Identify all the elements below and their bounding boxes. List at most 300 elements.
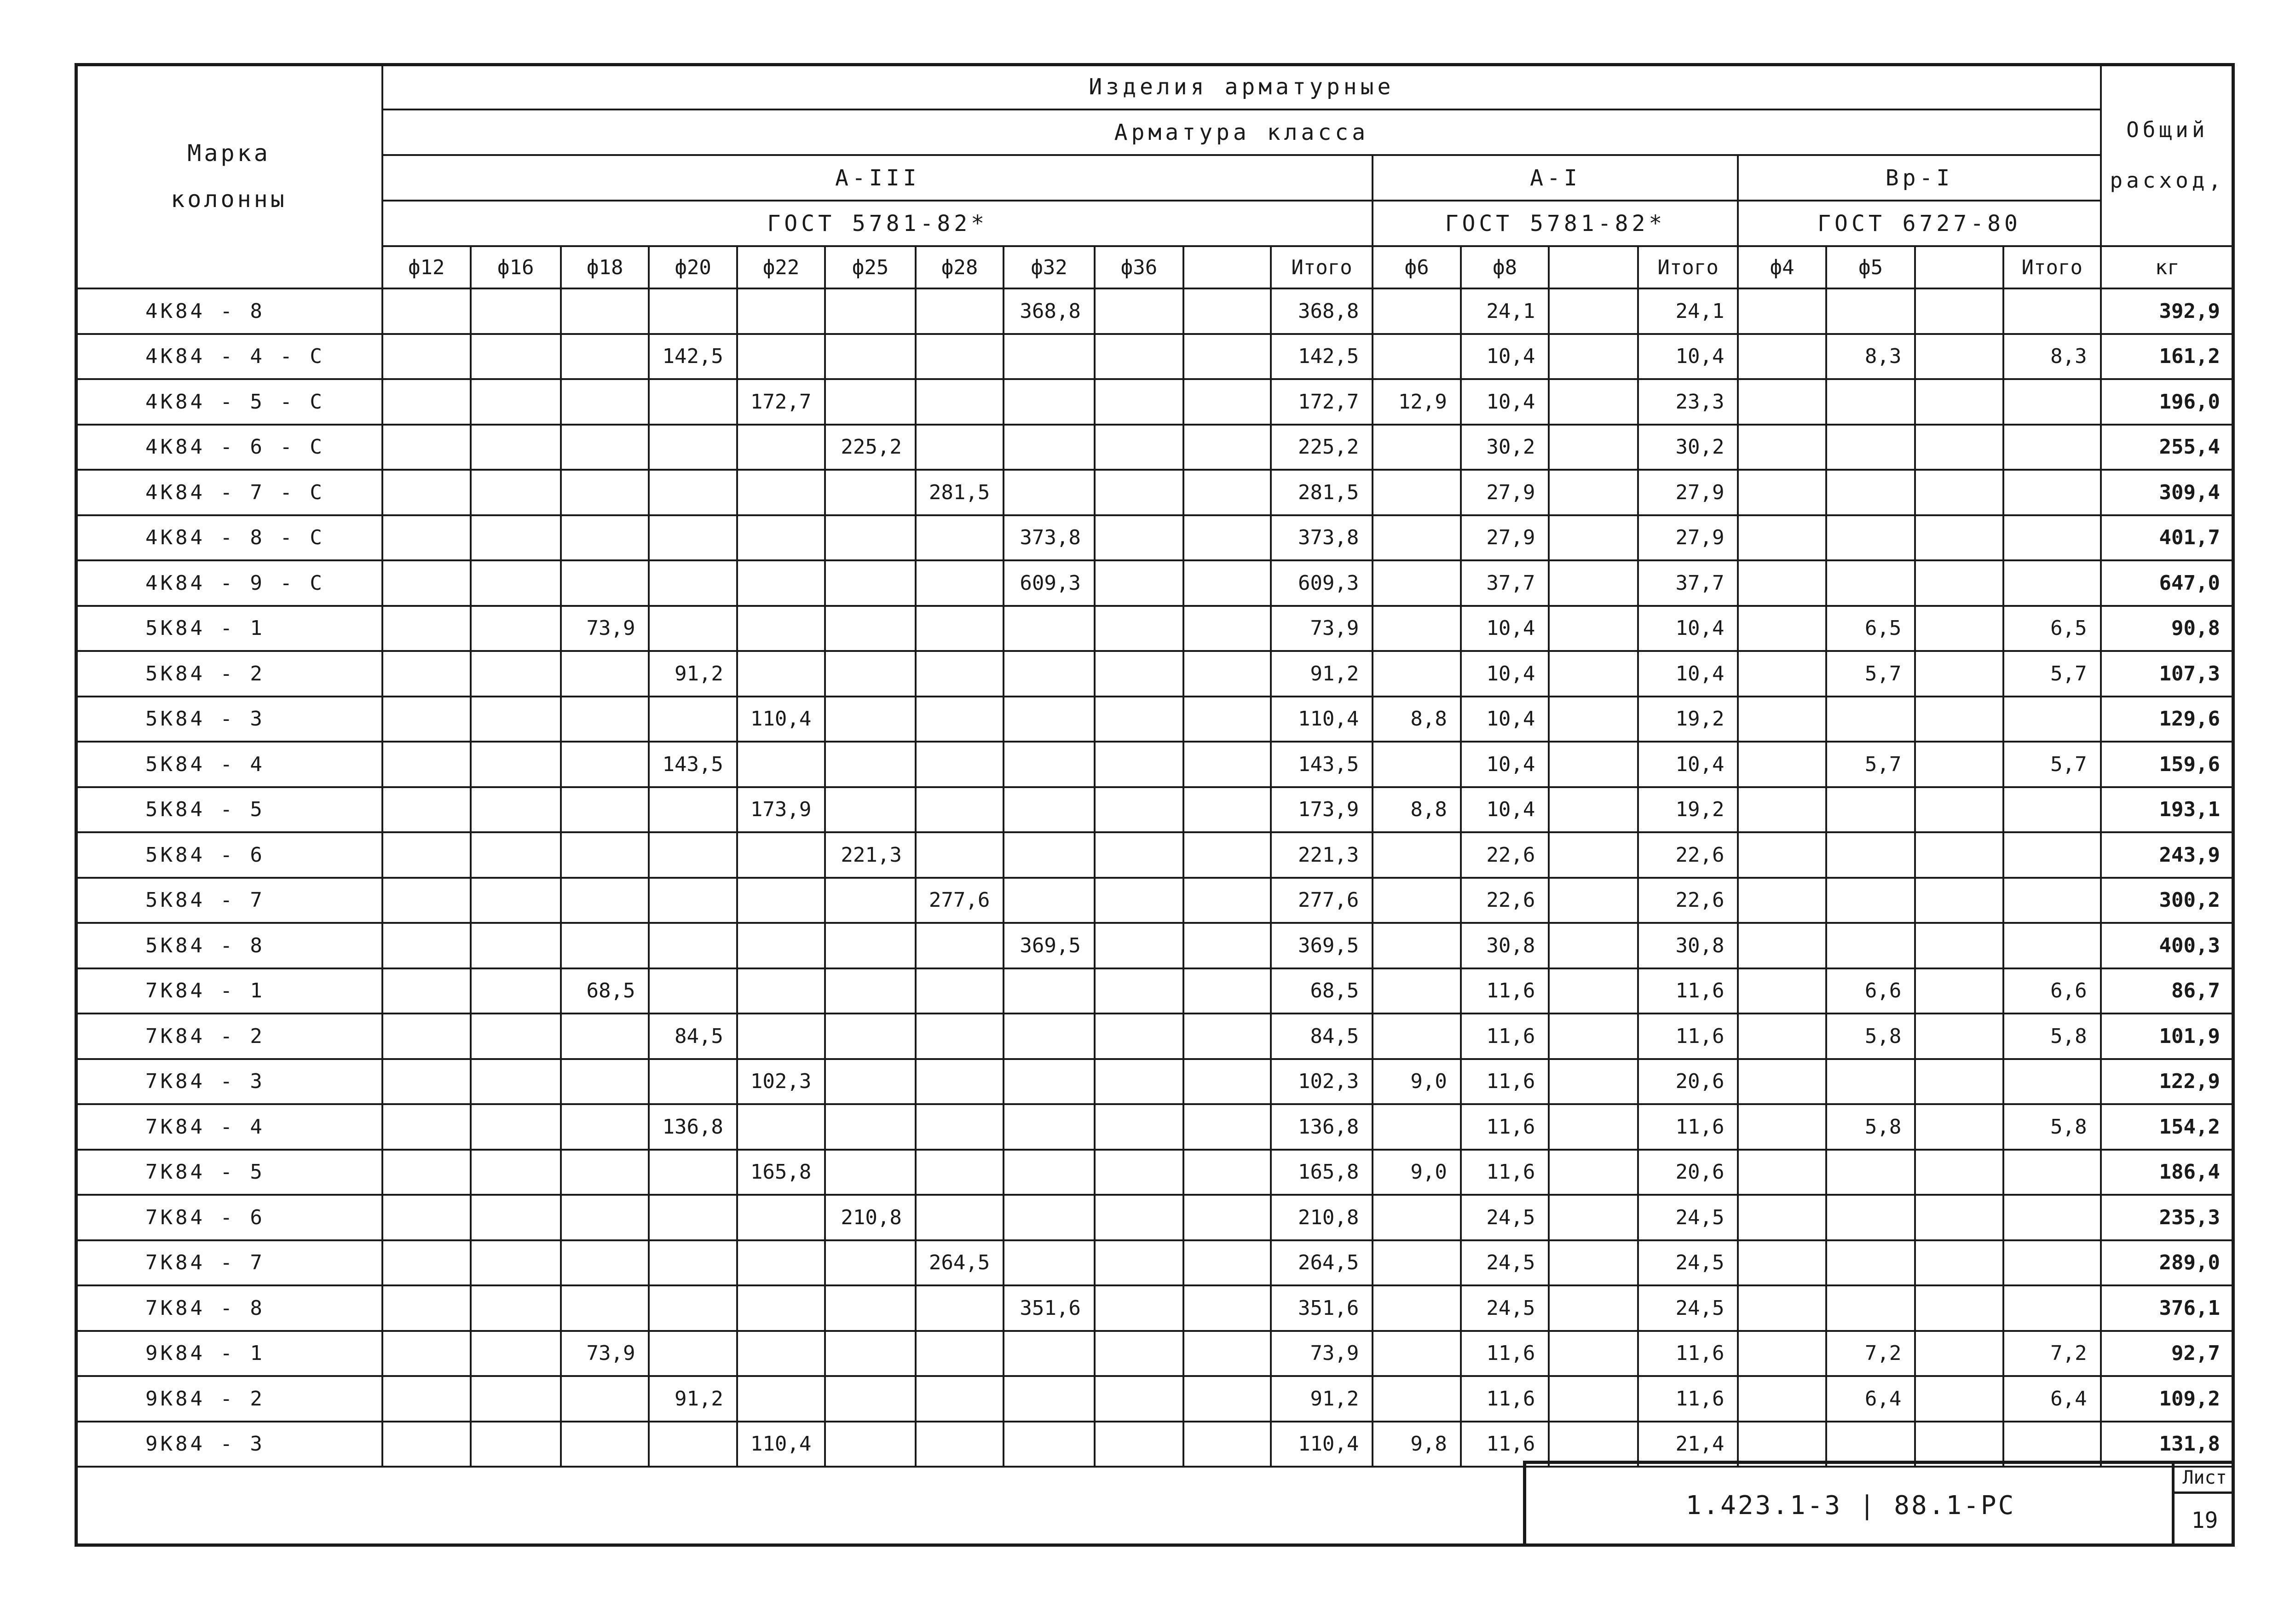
value-cell bbox=[1549, 1014, 1638, 1059]
value-cell bbox=[1183, 425, 1270, 470]
column-mark: 5К84 - 4 bbox=[75, 742, 382, 787]
value-cell: 24,5 bbox=[1638, 1195, 1738, 1240]
diameter-header: ф8 bbox=[1461, 246, 1549, 288]
value-cell bbox=[1095, 1059, 1183, 1105]
value-cell bbox=[1915, 923, 2003, 968]
value-cell bbox=[649, 787, 737, 833]
value-cell bbox=[471, 379, 561, 425]
value-cell bbox=[561, 515, 649, 561]
value-cell: 102,3 bbox=[1271, 1059, 1373, 1105]
value-cell bbox=[471, 651, 561, 697]
total-cell: 159,6 bbox=[2101, 742, 2234, 787]
value-cell: 11,6 bbox=[1461, 968, 1549, 1014]
value-cell bbox=[1095, 787, 1183, 833]
gost-vr1: ГОСТ 6727-80 bbox=[1738, 201, 2100, 246]
value-cell bbox=[1095, 1150, 1183, 1195]
value-cell bbox=[737, 1331, 825, 1376]
value-cell bbox=[649, 515, 737, 561]
value-cell bbox=[1183, 1331, 1270, 1376]
value-cell: 91,2 bbox=[649, 1376, 737, 1422]
value-cell: 9,0 bbox=[1373, 1059, 1460, 1105]
value-cell bbox=[1183, 1195, 1270, 1240]
value-cell bbox=[2003, 1150, 2101, 1195]
value-cell bbox=[1549, 968, 1638, 1014]
value-cell bbox=[649, 1331, 737, 1376]
value-cell bbox=[2003, 878, 2101, 923]
value-cell bbox=[1915, 1104, 2003, 1150]
value-cell bbox=[1549, 1285, 1638, 1331]
value-cell bbox=[471, 606, 561, 651]
value-cell bbox=[561, 1376, 649, 1422]
value-cell bbox=[382, 1195, 470, 1240]
class-vr1: Вр-I bbox=[1738, 155, 2100, 201]
value-cell bbox=[471, 697, 561, 742]
value-cell bbox=[561, 1104, 649, 1150]
value-cell: 11,6 bbox=[1461, 1331, 1549, 1376]
value-cell bbox=[471, 968, 561, 1014]
value-cell bbox=[825, 1376, 915, 1422]
value-cell bbox=[2003, 923, 2101, 968]
value-cell bbox=[1373, 425, 1460, 470]
table-row bbox=[75, 1150, 2234, 1195]
value-cell bbox=[561, 923, 649, 968]
value-cell bbox=[1095, 470, 1183, 515]
value-cell bbox=[1183, 787, 1270, 833]
table-row bbox=[75, 1195, 2234, 1240]
value-cell bbox=[825, 1150, 915, 1195]
column-mark: 5К84 - 8 bbox=[75, 923, 382, 968]
value-cell: 210,8 bbox=[1271, 1195, 1373, 1240]
value-cell: 11,6 bbox=[1461, 1150, 1549, 1195]
value-cell bbox=[1738, 1376, 1826, 1422]
value-cell bbox=[916, 425, 1004, 470]
value-cell bbox=[561, 1014, 649, 1059]
value-cell bbox=[916, 1422, 1004, 1467]
value-cell: 5,7 bbox=[2003, 742, 2101, 787]
value-cell bbox=[1183, 1422, 1270, 1467]
value-cell bbox=[2003, 697, 2101, 742]
value-cell bbox=[471, 923, 561, 968]
mark-label-line1: Марка bbox=[187, 140, 271, 167]
value-cell bbox=[1738, 1104, 1826, 1150]
value-cell bbox=[471, 425, 561, 470]
value-cell bbox=[1004, 697, 1095, 742]
value-cell: 11,6 bbox=[1461, 1104, 1549, 1150]
value-cell bbox=[1826, 1240, 1915, 1286]
value-cell bbox=[2003, 425, 2101, 470]
value-cell bbox=[825, 1422, 915, 1467]
diameter-header: ф22 bbox=[737, 246, 825, 288]
value-cell: 136,8 bbox=[1271, 1104, 1373, 1150]
value-cell: 5,7 bbox=[1826, 651, 1915, 697]
value-cell bbox=[561, 1059, 649, 1105]
value-cell bbox=[471, 1331, 561, 1376]
value-cell bbox=[1826, 379, 1915, 425]
value-cell bbox=[1549, 334, 1638, 380]
value-cell bbox=[825, 560, 915, 606]
value-cell: 19,2 bbox=[1638, 787, 1738, 833]
value-cell bbox=[1549, 560, 1638, 606]
value-cell bbox=[737, 560, 825, 606]
value-cell bbox=[1915, 968, 2003, 1014]
value-cell bbox=[382, 560, 470, 606]
table-row bbox=[75, 1285, 2234, 1331]
value-cell bbox=[1373, 334, 1460, 380]
total-cell: 196,0 bbox=[2101, 379, 2234, 425]
sheet-label: Лист bbox=[2175, 1464, 2235, 1494]
value-cell bbox=[916, 560, 1004, 606]
value-cell bbox=[916, 1104, 1004, 1150]
value-cell bbox=[471, 515, 561, 561]
value-cell bbox=[1915, 1376, 2003, 1422]
column-mark: 4К84 - 7 - С bbox=[75, 470, 382, 515]
value-cell: 11,6 bbox=[1638, 1014, 1738, 1059]
value-cell bbox=[2003, 1195, 2101, 1240]
value-cell: 102,3 bbox=[737, 1059, 825, 1105]
value-cell bbox=[649, 470, 737, 515]
value-cell: 27,9 bbox=[1461, 470, 1549, 515]
diameter-header: ф18 bbox=[561, 246, 649, 288]
value-cell bbox=[1183, 470, 1270, 515]
value-cell: 10,4 bbox=[1461, 379, 1549, 425]
value-cell bbox=[561, 832, 649, 878]
value-cell bbox=[737, 651, 825, 697]
value-cell: 9,8 bbox=[1373, 1422, 1460, 1467]
value-cell bbox=[649, 1195, 737, 1240]
value-cell bbox=[649, 968, 737, 1014]
value-cell bbox=[1373, 968, 1460, 1014]
value-cell: 172,7 bbox=[737, 379, 825, 425]
value-cell bbox=[916, 651, 1004, 697]
value-cell bbox=[382, 1285, 470, 1331]
value-cell: 37,7 bbox=[1638, 560, 1738, 606]
value-cell bbox=[382, 1376, 470, 1422]
table-row bbox=[75, 1422, 2234, 1467]
value-cell bbox=[561, 288, 649, 334]
value-cell: 11,6 bbox=[1638, 1331, 1738, 1376]
column-mark: 5К84 - 5 bbox=[75, 787, 382, 833]
table-body bbox=[75, 288, 2234, 1467]
value-cell bbox=[649, 878, 737, 923]
column-mark: 5К84 - 1 bbox=[75, 606, 382, 651]
value-cell bbox=[1826, 787, 1915, 833]
value-cell bbox=[1915, 1240, 2003, 1286]
value-cell: 27,9 bbox=[1638, 515, 1738, 561]
value-cell bbox=[1549, 1376, 1638, 1422]
value-cell bbox=[1915, 742, 2003, 787]
value-cell bbox=[1095, 515, 1183, 561]
value-cell bbox=[1373, 1104, 1460, 1150]
value-cell bbox=[1738, 470, 1826, 515]
value-cell bbox=[1095, 379, 1183, 425]
value-cell bbox=[1095, 560, 1183, 606]
value-cell bbox=[916, 1285, 1004, 1331]
value-cell: 8,8 bbox=[1373, 697, 1460, 742]
value-cell bbox=[1183, 1014, 1270, 1059]
value-cell: 172,7 bbox=[1271, 379, 1373, 425]
column-mark: 4К84 - 8 - С bbox=[75, 515, 382, 561]
value-cell bbox=[1549, 878, 1638, 923]
value-cell bbox=[382, 470, 470, 515]
value-cell bbox=[1915, 379, 2003, 425]
diameter-header bbox=[1915, 246, 2003, 288]
value-cell bbox=[1549, 1104, 1638, 1150]
value-cell bbox=[916, 1059, 1004, 1105]
column-mark: 5К84 - 6 bbox=[75, 832, 382, 878]
value-cell bbox=[1549, 379, 1638, 425]
value-cell bbox=[382, 1422, 470, 1467]
value-cell bbox=[471, 1240, 561, 1286]
value-cell bbox=[649, 1059, 737, 1105]
value-cell bbox=[1738, 651, 1826, 697]
value-cell: 143,5 bbox=[1271, 742, 1373, 787]
value-cell bbox=[2003, 470, 2101, 515]
value-cell bbox=[649, 697, 737, 742]
value-cell: 264,5 bbox=[1271, 1240, 1373, 1286]
value-cell bbox=[649, 1240, 737, 1286]
value-cell bbox=[382, 697, 470, 742]
value-cell bbox=[1373, 923, 1460, 968]
value-cell bbox=[1095, 742, 1183, 787]
diameter-header bbox=[1549, 246, 1638, 288]
total-cell: 193,1 bbox=[2101, 787, 2234, 833]
value-cell bbox=[1373, 832, 1460, 878]
value-cell: 10,4 bbox=[1461, 787, 1549, 833]
value-cell bbox=[649, 1285, 737, 1331]
value-cell bbox=[1004, 1195, 1095, 1240]
value-cell bbox=[561, 334, 649, 380]
value-cell: 5,8 bbox=[1826, 1104, 1915, 1150]
table-row bbox=[75, 787, 2234, 833]
value-cell bbox=[471, 560, 561, 606]
value-cell: 91,2 bbox=[1271, 651, 1373, 697]
value-cell bbox=[1095, 1285, 1183, 1331]
column-mark: 7К84 - 2 bbox=[75, 1014, 382, 1059]
value-cell bbox=[471, 1150, 561, 1195]
column-mark: 9К84 - 3 bbox=[75, 1422, 382, 1467]
table-row bbox=[75, 425, 2234, 470]
value-cell bbox=[1183, 742, 1270, 787]
diameter-header: ф4 bbox=[1738, 246, 1826, 288]
diameter-header: ф28 bbox=[916, 246, 1004, 288]
value-cell: 24,5 bbox=[1461, 1195, 1549, 1240]
value-cell: 9,0 bbox=[1373, 1150, 1460, 1195]
value-cell bbox=[1549, 1240, 1638, 1286]
total-cell: 90,8 bbox=[2101, 606, 2234, 651]
value-cell bbox=[916, 968, 1004, 1014]
value-cell bbox=[916, 923, 1004, 968]
value-cell bbox=[2003, 288, 2101, 334]
value-cell bbox=[1915, 288, 2003, 334]
column-mark: 7К84 - 1 bbox=[75, 968, 382, 1014]
value-cell bbox=[1095, 1331, 1183, 1376]
value-cell: 11,6 bbox=[1638, 1104, 1738, 1150]
diameter-header: ф16 bbox=[471, 246, 561, 288]
value-cell: 5,8 bbox=[2003, 1104, 2101, 1150]
value-cell: 24,1 bbox=[1638, 288, 1738, 334]
value-cell bbox=[1183, 1059, 1270, 1105]
value-cell: 609,3 bbox=[1271, 560, 1373, 606]
value-cell bbox=[737, 1014, 825, 1059]
value-cell bbox=[1738, 560, 1826, 606]
value-cell bbox=[1738, 1150, 1826, 1195]
value-cell bbox=[649, 1422, 737, 1467]
value-cell bbox=[1915, 470, 2003, 515]
column-mark: 7К84 - 7 bbox=[75, 1240, 382, 1286]
value-cell bbox=[649, 1150, 737, 1195]
value-cell bbox=[471, 1285, 561, 1331]
value-cell bbox=[1004, 1150, 1095, 1195]
value-cell bbox=[737, 334, 825, 380]
value-cell: 84,5 bbox=[649, 1014, 737, 1059]
value-cell: 143,5 bbox=[649, 742, 737, 787]
value-cell: 22,6 bbox=[1461, 878, 1549, 923]
value-cell bbox=[916, 1376, 1004, 1422]
value-cell: 10,4 bbox=[1461, 742, 1549, 787]
value-cell: 73,9 bbox=[1271, 1331, 1373, 1376]
value-cell bbox=[1738, 923, 1826, 968]
total-cell: 647,0 bbox=[2101, 560, 2234, 606]
total-cell: 131,8 bbox=[2101, 1422, 2234, 1467]
value-cell bbox=[1915, 787, 2003, 833]
value-cell: 277,6 bbox=[916, 878, 1004, 923]
value-cell bbox=[649, 425, 737, 470]
value-cell bbox=[471, 1014, 561, 1059]
value-cell: 277,6 bbox=[1271, 878, 1373, 923]
table-row bbox=[75, 968, 2234, 1014]
value-cell: 136,8 bbox=[649, 1104, 737, 1150]
value-cell bbox=[1826, 923, 1915, 968]
value-cell: 22,6 bbox=[1638, 832, 1738, 878]
value-cell bbox=[916, 832, 1004, 878]
value-cell bbox=[471, 1376, 561, 1422]
value-cell: 8,3 bbox=[1826, 334, 1915, 380]
value-cell bbox=[1549, 606, 1638, 651]
value-cell bbox=[1915, 560, 2003, 606]
column-mark: 7К84 - 8 bbox=[75, 1285, 382, 1331]
value-cell bbox=[1373, 560, 1460, 606]
column-mark: 7К84 - 3 bbox=[75, 1059, 382, 1105]
value-cell bbox=[1738, 832, 1826, 878]
value-cell: 22,6 bbox=[1638, 878, 1738, 923]
value-cell bbox=[825, 742, 915, 787]
value-cell bbox=[737, 425, 825, 470]
value-cell bbox=[1095, 606, 1183, 651]
value-cell bbox=[1004, 1014, 1095, 1059]
value-cell bbox=[1095, 1422, 1183, 1467]
column-mark: 9К84 - 1 bbox=[75, 1331, 382, 1376]
table-row bbox=[75, 832, 2234, 878]
value-cell: 165,8 bbox=[737, 1150, 825, 1195]
sheet-number: 19 bbox=[2191, 1507, 2218, 1533]
value-cell bbox=[1915, 515, 2003, 561]
value-cell bbox=[1549, 1150, 1638, 1195]
value-cell bbox=[1738, 697, 1826, 742]
value-cell bbox=[916, 1195, 1004, 1240]
value-cell: 10,4 bbox=[1461, 651, 1549, 697]
value-cell bbox=[825, 1059, 915, 1105]
value-cell bbox=[1373, 1240, 1460, 1286]
total-cell: 161,2 bbox=[2101, 334, 2234, 380]
value-cell bbox=[1095, 1195, 1183, 1240]
value-cell bbox=[1915, 1014, 2003, 1059]
value-cell bbox=[561, 1150, 649, 1195]
value-cell bbox=[1915, 1195, 2003, 1240]
value-cell: 281,5 bbox=[1271, 470, 1373, 515]
table-row bbox=[75, 742, 2234, 787]
value-cell: 6,5 bbox=[2003, 606, 2101, 651]
value-cell bbox=[1915, 878, 2003, 923]
value-cell bbox=[1183, 515, 1270, 561]
value-cell bbox=[737, 1195, 825, 1240]
value-cell bbox=[825, 787, 915, 833]
value-cell bbox=[1738, 1195, 1826, 1240]
value-cell: 5,7 bbox=[2003, 651, 2101, 697]
value-cell bbox=[382, 923, 470, 968]
value-cell: 22,6 bbox=[1461, 832, 1549, 878]
value-cell bbox=[561, 697, 649, 742]
column-mark: 4К84 - 4 - С bbox=[75, 334, 382, 380]
value-cell bbox=[1826, 560, 1915, 606]
value-cell: 84,5 bbox=[1271, 1014, 1373, 1059]
value-cell: 24,1 bbox=[1461, 288, 1549, 334]
table-row bbox=[75, 697, 2234, 742]
value-cell bbox=[1004, 1059, 1095, 1105]
value-cell bbox=[1826, 697, 1915, 742]
value-cell bbox=[1549, 742, 1638, 787]
value-cell bbox=[825, 1104, 915, 1150]
value-cell bbox=[649, 379, 737, 425]
value-cell: 68,5 bbox=[561, 968, 649, 1014]
value-cell bbox=[1095, 651, 1183, 697]
value-cell bbox=[382, 1240, 470, 1286]
value-cell bbox=[1373, 742, 1460, 787]
value-cell bbox=[737, 742, 825, 787]
value-cell bbox=[382, 742, 470, 787]
value-cell bbox=[2003, 832, 2101, 878]
value-cell bbox=[1826, 1150, 1915, 1195]
value-cell bbox=[561, 742, 649, 787]
value-cell bbox=[1738, 1014, 1826, 1059]
table-row bbox=[75, 1104, 2234, 1150]
value-cell: 73,9 bbox=[561, 606, 649, 651]
value-cell bbox=[1004, 606, 1095, 651]
value-cell bbox=[1549, 425, 1638, 470]
value-cell: 110,4 bbox=[1271, 1422, 1373, 1467]
value-cell: 24,5 bbox=[1461, 1285, 1549, 1331]
diameter-header: ф32 bbox=[1004, 246, 1095, 288]
value-cell bbox=[1915, 1422, 2003, 1467]
value-cell bbox=[1095, 1014, 1183, 1059]
value-cell bbox=[561, 1195, 649, 1240]
value-cell bbox=[825, 379, 915, 425]
value-cell bbox=[916, 606, 1004, 651]
value-cell: 30,8 bbox=[1461, 923, 1549, 968]
total-cell: 101,9 bbox=[2101, 1014, 2234, 1059]
table-row bbox=[75, 1240, 2234, 1286]
gost-a1: ГОСТ 5781-82* bbox=[1373, 201, 1738, 246]
value-cell: 8,3 bbox=[2003, 334, 2101, 380]
value-cell: 5,8 bbox=[2003, 1014, 2101, 1059]
total-cell: 109,2 bbox=[2101, 1376, 2234, 1422]
column-mark: 5К84 - 3 bbox=[75, 697, 382, 742]
value-cell bbox=[382, 1014, 470, 1059]
value-cell bbox=[737, 968, 825, 1014]
total-cell: 243,9 bbox=[2101, 832, 2234, 878]
value-cell bbox=[1738, 425, 1826, 470]
value-cell bbox=[1183, 334, 1270, 380]
table-row bbox=[75, 288, 2234, 334]
